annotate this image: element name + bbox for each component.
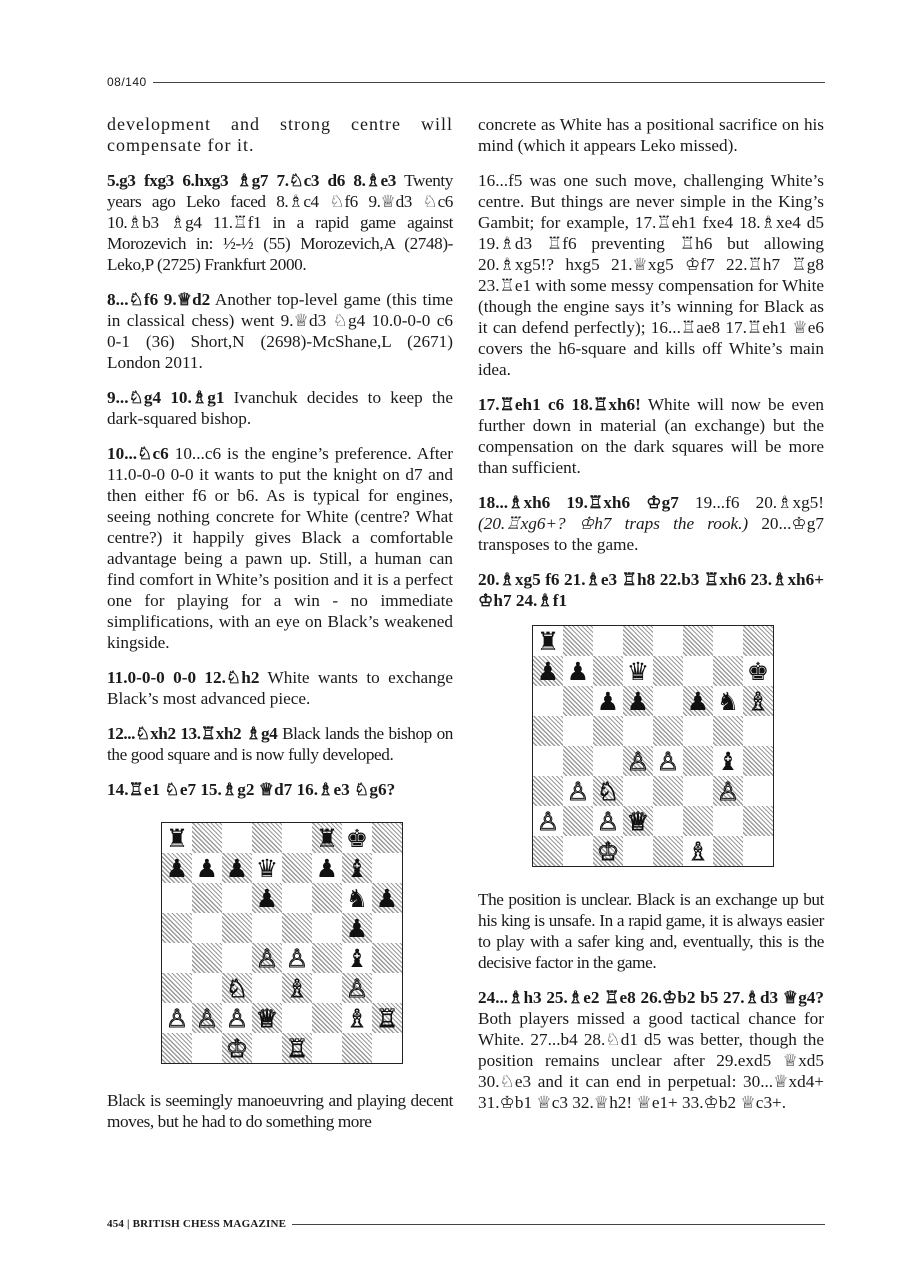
board-square (372, 823, 402, 853)
board-square (683, 746, 713, 776)
board-square (312, 823, 342, 853)
move-text: 11.0-0-0 0-0 12.♘h2 (107, 668, 260, 687)
board-square (653, 746, 683, 776)
move-text: 24...♗h3 25.♗e2 ♖e8 26.♔b2 b5 27.♗d3 ♕g4? (478, 988, 824, 1007)
black-pawn-icon: ♟ (626, 686, 650, 716)
board-square (372, 1033, 402, 1063)
white-pawn-icon: ♙ (596, 806, 620, 836)
board-square (222, 823, 252, 853)
board-square (372, 1003, 402, 1033)
board-square (342, 823, 372, 853)
board-square (372, 853, 402, 883)
black-pawn-icon: ♟ (345, 913, 369, 943)
board-square (533, 746, 563, 776)
board-square (372, 883, 402, 913)
black-pawn-icon: ♟ (686, 686, 710, 716)
commentary: Both players missed a good tactical chance for White. 27...b4 28.♘d1 d5 was better, though the position remains unclear after 29.exd5 ♕xd5 30.♘e3 and it can end in perpetual: 30...♕xd4+ 31.♔b1 ♕c3 32.♕h2! ♕e1+ 33.♔b2 ♕c3+. (478, 1009, 824, 1112)
board-square (653, 716, 683, 746)
white-king-icon: ♔ (225, 1033, 249, 1063)
board-square (653, 656, 683, 686)
black-rook-icon: ♜ (536, 626, 560, 656)
board-square (252, 853, 282, 883)
commentary: 20...♔g7 transposes to the game. (478, 514, 824, 554)
board-square (192, 853, 222, 883)
white-king-icon: ♔ (596, 836, 620, 866)
board-square (623, 656, 653, 686)
board-square (683, 836, 713, 866)
white-bishop-icon: ♗ (686, 836, 710, 866)
board-square (563, 656, 593, 686)
board-square (683, 776, 713, 806)
commentary: 10...c6 is the engine’s preference. After 11.0-0-0 0-0 it wants to put the knight on d7 and then either f6 or b6. As is typical for engines, seeing nothing concrete for White (centre? What centre?) it happily gives Black a comfortable advantage being a pawn up. Still, a human can find comfort in White’s position and it is a perfect one for playing for a win - no immediate simplifications, with an eye on Black’s weakened kingside. (107, 444, 453, 652)
page-footer (107, 1214, 825, 1234)
board-square (593, 686, 623, 716)
left-para-9: Black is seemingly manoeuvring and playing decent moves, but he had to do something more (107, 1091, 453, 1131)
black-pawn-icon: ♟ (375, 883, 399, 913)
board-square (252, 823, 282, 853)
commentary: Ivanchuk decides to keep the dark-squared bishop. (107, 388, 453, 428)
board-square (162, 973, 192, 1003)
header-rule (153, 82, 825, 83)
chess-diagram-1 (161, 822, 403, 1064)
board-square (563, 626, 593, 656)
white-pawn-icon: ♙ (285, 943, 309, 973)
board-square (162, 823, 192, 853)
board-square (282, 1033, 312, 1063)
board-square (563, 836, 593, 866)
board-square (653, 806, 683, 836)
move-text: 8...♘f6 9.♕d2 (107, 290, 211, 309)
right-para-2: 16...f5 was one such move, challenging White’s centre. But things are never simple in the King’s Gambit; for example, 17.♖eh1 fxe4 18.♗xe4 d5 19.♗d3 ♖f6 preventing ♖h6 but allowing 20.♗xg5!? hxg5 21.♕xg5 ♔f7 22.♖h7 ♖g8 23.♖e1 with some messy compensation for White (though the engine says it’s winning for Black as it can defend perfectly); 16...♖ae8 17.♖eh1 ♕e6 covers the h6-square and kills off White’s main idea. (478, 171, 824, 379)
move-text: 9...♘g4 10.♗g1 (107, 388, 225, 407)
board-square (623, 716, 653, 746)
page-counter: 08/140 (107, 75, 147, 89)
left-para-5 (107, 443, 453, 653)
board-square (533, 686, 563, 716)
board-square (743, 836, 773, 866)
board-square (342, 853, 372, 883)
board-square (713, 836, 743, 866)
black-knight-icon: ♞ (716, 686, 740, 716)
board-square (713, 686, 743, 716)
move-text: 12...♘xh2 13.♖xh2 ♗g4 (107, 724, 278, 743)
board-square (683, 656, 713, 686)
board-square (593, 806, 623, 836)
white-pawn-icon: ♙ (255, 943, 279, 973)
board-square (743, 776, 773, 806)
board-square (713, 656, 743, 686)
white-bishop-icon: ♗ (285, 973, 309, 1003)
board-square (222, 1033, 252, 1063)
black-rook-icon: ♜ (315, 823, 339, 853)
board-square (192, 883, 222, 913)
board-square (222, 883, 252, 913)
board-square (282, 913, 312, 943)
board-square (222, 853, 252, 883)
board-square (533, 776, 563, 806)
right-para-3 (478, 394, 824, 478)
black-bishop-icon: ♝ (345, 943, 369, 973)
left-para-6 (107, 667, 453, 709)
move-text: 10...♘c6 (107, 444, 169, 463)
board-square (162, 1003, 192, 1033)
board-square (312, 913, 342, 943)
move-text: 20.♗xg5 f6 21.♗e3 ♖h8 22.b3 ♖xh6 23.♗xh6+ ♔h7 24.♗f1 (478, 570, 824, 610)
variation-italic: (20.♖xg6+? ♔h7 traps the rook.) (478, 514, 749, 533)
board-square (192, 1033, 222, 1063)
footer-rule (292, 1224, 825, 1225)
board-square (683, 626, 713, 656)
page-header (107, 72, 825, 92)
board-square (282, 1003, 312, 1033)
white-rook-icon: ♖ (375, 1003, 399, 1033)
board-square (192, 1003, 222, 1033)
board-square (623, 836, 653, 866)
black-pawn-icon: ♟ (596, 686, 620, 716)
chess-diagram-2 (532, 625, 774, 867)
black-rook-icon: ♜ (165, 823, 189, 853)
board-square (593, 746, 623, 776)
white-bishop-icon: ♗ (746, 686, 770, 716)
white-pawn-icon: ♙ (195, 1003, 219, 1033)
right-para-6: The position is unclear. Black is an exchange up but his king is unsafe. In a rapid game, it is always easier to play with a safer king and, eventually, this is the decisive factor in the game. (478, 890, 824, 972)
white-knight-icon: ♘ (596, 776, 620, 806)
commentary: 19...f6 20.♗xg5! (678, 493, 825, 512)
board-square (623, 746, 653, 776)
board-square (282, 823, 312, 853)
black-queen-icon: ♛ (626, 656, 650, 686)
board-square (593, 626, 623, 656)
board-square (342, 1033, 372, 1063)
board-square (312, 973, 342, 1003)
commentary: White will now be even further down in material (an exchange) but the compensation on the dark squares will be more than sufficient. (478, 395, 824, 477)
board-square (743, 716, 773, 746)
board-square (713, 626, 743, 656)
white-pawn-icon: ♙ (165, 1003, 189, 1033)
white-rook-icon: ♖ (285, 1033, 309, 1063)
board-square (623, 686, 653, 716)
board-square (252, 883, 282, 913)
board-square (653, 686, 683, 716)
board-square (563, 776, 593, 806)
left-para-3 (107, 289, 453, 373)
board-square (312, 1033, 342, 1063)
black-pawn-icon: ♟ (195, 853, 219, 883)
black-pawn-icon: ♟ (566, 656, 590, 686)
move-text: 17.♖eh1 c6 18.♖xh6! (478, 395, 641, 414)
white-knight-icon: ♘ (225, 973, 249, 1003)
black-pawn-icon: ♟ (225, 853, 249, 883)
board-square (743, 686, 773, 716)
black-bishop-icon: ♝ (345, 853, 369, 883)
black-pawn-icon: ♟ (315, 853, 339, 883)
right-column (478, 114, 824, 1127)
footer-text: 454 | BRITISH CHESS MAGAZINE (107, 1218, 287, 1230)
black-bishop-icon: ♝ (716, 746, 740, 776)
board-square (713, 776, 743, 806)
white-bishop-icon: ♗ (345, 1003, 369, 1033)
right-para-1: concrete as White has a positional sacrifice on his mind (which it appears Leko missed). (478, 115, 824, 155)
board-square (162, 883, 192, 913)
board-square (162, 1033, 192, 1063)
white-queen-icon: ♕ (626, 806, 650, 836)
board-square (593, 656, 623, 686)
right-para-7 (478, 987, 824, 1113)
white-pawn-icon: ♙ (345, 973, 369, 1003)
board-square (282, 943, 312, 973)
board-square (563, 806, 593, 836)
board-square (533, 626, 563, 656)
board-square (533, 806, 563, 836)
board-square (342, 973, 372, 1003)
move-text: 5.g3 fxg3 6.hxg3 ♗g7 7.♘c3 d6 8.♗e3 (107, 171, 396, 190)
board-square (653, 626, 683, 656)
left-column (107, 114, 453, 1146)
board-square (683, 686, 713, 716)
left-para-8 (107, 779, 453, 800)
board-square (312, 943, 342, 973)
board-square (593, 836, 623, 866)
board-square (252, 973, 282, 1003)
black-king-icon: ♚ (746, 656, 770, 686)
board-square (713, 716, 743, 746)
white-queen-icon: ♕ (255, 1003, 279, 1033)
black-queen-icon: ♛ (255, 853, 279, 883)
board-square (192, 913, 222, 943)
board-square (252, 1003, 282, 1033)
board-square (192, 823, 222, 853)
board-square (563, 686, 593, 716)
board-square (282, 853, 312, 883)
board-square (683, 716, 713, 746)
board-square (743, 746, 773, 776)
white-pawn-icon: ♙ (566, 776, 590, 806)
board-square (342, 1003, 372, 1033)
board-square (192, 973, 222, 1003)
board-square (222, 973, 252, 1003)
board-square (563, 716, 593, 746)
board-square (222, 943, 252, 973)
board-square (623, 776, 653, 806)
board-square (282, 973, 312, 1003)
board-square (342, 883, 372, 913)
board-square (372, 943, 402, 973)
left-para-2 (107, 170, 453, 275)
move-text: 14.♖e1 ♘e7 15.♗g2 ♕d7 16.♗e3 ♘g6? (107, 780, 396, 799)
board-square (743, 626, 773, 656)
left-para-4 (107, 387, 453, 429)
board-square (162, 943, 192, 973)
board-square (593, 776, 623, 806)
board-square (312, 853, 342, 883)
board-square (222, 1003, 252, 1033)
board-square (252, 943, 282, 973)
board-square (342, 943, 372, 973)
board-square (312, 1003, 342, 1033)
black-king-icon: ♚ (345, 823, 369, 853)
black-pawn-icon: ♟ (165, 853, 189, 883)
board-square (713, 746, 743, 776)
board-square (533, 716, 563, 746)
left-para-7 (107, 723, 453, 765)
board-square (653, 776, 683, 806)
board-square (372, 913, 402, 943)
board-square (683, 806, 713, 836)
board-square (593, 716, 623, 746)
board-square (743, 806, 773, 836)
black-pawn-icon: ♟ (255, 883, 279, 913)
board-square (533, 656, 563, 686)
right-para-5 (478, 569, 824, 611)
black-pawn-icon: ♟ (536, 656, 560, 686)
board-square (563, 746, 593, 776)
white-pawn-icon: ♙ (225, 1003, 249, 1033)
commentary: White wants to exchange Black’s most advanced piece. (107, 668, 453, 708)
white-pawn-icon: ♙ (626, 746, 650, 776)
board-square (533, 836, 563, 866)
board-square (282, 883, 312, 913)
commentary: Another top-level game (this time in classical chess) went 9.♕d3 ♘g4 10.0-0-0 c6 0-1 (36) Short,N (2698)-McShane,L (2671) London 2011. (107, 290, 453, 372)
board-square (653, 836, 683, 866)
commentary: Twenty years ago Leko faced 8.♗c4 ♘f6 9.♕d3 ♘c6 10.♗b3 ♗g4 11.♖f1 in a rapid game against Morozevich in: ½-½ (55) Morozevich,A (2748)-Leko,P (2725) Frankfurt 2000. (107, 171, 453, 274)
white-pawn-icon: ♙ (716, 776, 740, 806)
board-square (252, 1033, 282, 1063)
board-square (713, 806, 743, 836)
board-square (222, 913, 252, 943)
left-para-1: development and strong centre will compensate for it. (107, 114, 453, 155)
board-square (162, 913, 192, 943)
black-knight-icon: ♞ (345, 883, 369, 913)
white-pawn-icon: ♙ (536, 806, 560, 836)
board-square (162, 853, 192, 883)
board-square (623, 626, 653, 656)
board-square (342, 913, 372, 943)
board-square (623, 806, 653, 836)
commentary: Black lands the bishop on the good square and is now fully developed. (107, 724, 453, 764)
board-square (192, 943, 222, 973)
board-square (372, 973, 402, 1003)
white-pawn-icon: ♙ (656, 746, 680, 776)
board-square (743, 656, 773, 686)
board-square (252, 913, 282, 943)
right-para-4 (478, 492, 824, 555)
move-text: 18...♗xh6 19.♖xh6 ♔g7 (478, 493, 679, 512)
board-square (312, 883, 342, 913)
